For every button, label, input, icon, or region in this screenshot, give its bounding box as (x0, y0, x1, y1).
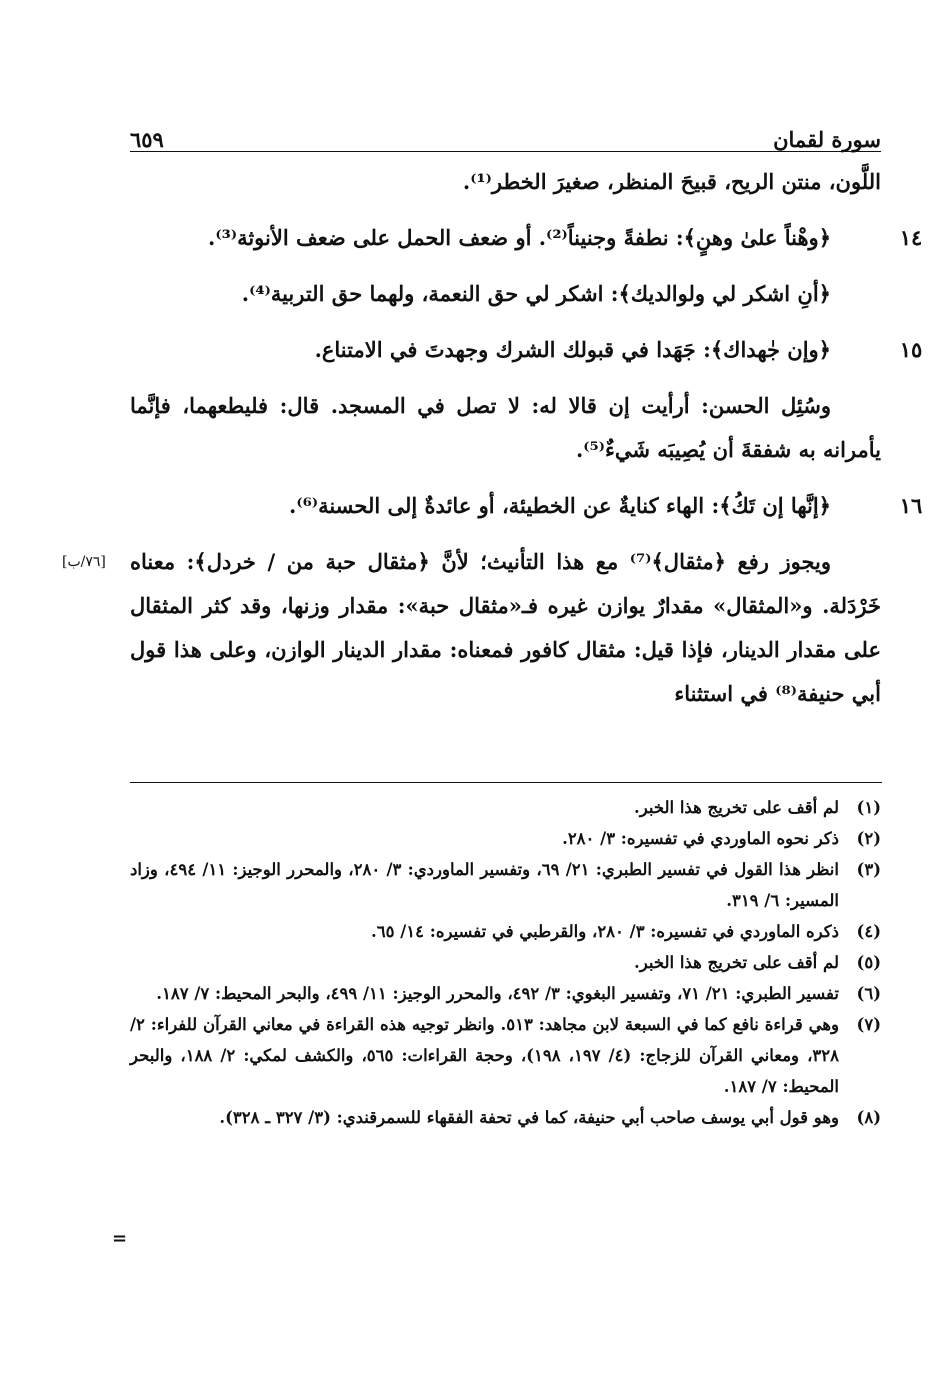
footnote (130, 978, 881, 1009)
footnote-text: ذكره الماوردي في تفسيره: ٣/ ٢٨٠، والقرطبي في تفسيره: ١٤/ ٦٥. (370, 922, 839, 941)
footnote-number: (٦) (856, 984, 881, 1003)
footnote-text: وهو قول أبي يوسف صاحب أبي حنيفة، كما في تحفة الفقهاء للسمرقندي: (٣/ ٣٢٧ ـ ٣٢٨). (219, 1108, 839, 1127)
verse-number: ١٤ (899, 225, 923, 250)
footnote-number: (٢) (856, 829, 881, 848)
footnote-rule (130, 782, 882, 783)
surah-title: سورة لقمان (773, 127, 881, 152)
footnote (130, 854, 881, 916)
paragraph-text: ﴿أنِ اشكر لي ولوالديك﴾: اشكر لي حق النعمة، ولهما حق التربية⁽⁴⁾. (241, 281, 831, 306)
paragraph (130, 272, 881, 316)
page-header (130, 112, 881, 152)
manuscript-folio-note: [٧٦/ب] (62, 554, 106, 570)
footnote (130, 947, 881, 978)
paragraph (130, 328, 923, 372)
header-rule (130, 151, 881, 152)
paragraph (130, 384, 881, 472)
footnote-text: تفسير الطبري: ٢١/ ٧١، وتفسير البغوي: ٣/ ٤٩٢، والمحرر الوجيز: ١١/ ٤٩٩، والبحر المحيط: ٧/ ١٨٧. (156, 984, 839, 1003)
paragraph-text: ويجوز رفع ﴿مثقال﴾⁽⁷⁾ مع هذا التأنيث؛ لأنَّ ﴿مثقال حبة من / خردل﴾: معناه خَرْدَلة. و«المثقال» مقدارٌ يوازن غيره فـ«مثقال حبة»: مقدار وزنها، وقد كثر المثقال على مقدار الدينار، فإذا قيل: مثقال كافور فمعناه: مقدار الدينار الوازن، وعلى هذا قول أبي حنيفة⁽⁸⁾ في استثناء (130, 549, 881, 706)
paragraph (130, 216, 923, 260)
footnote-text: لم أقف على تخريج هذا الخبر. (634, 798, 839, 817)
paragraph-text: ﴿وإن جٰهداك﴾: جَهَدا في قبولك الشرك وجهدتَ في الامتناع. (314, 337, 831, 362)
footnote-number: (٨) (856, 1108, 881, 1127)
footnote (130, 1102, 881, 1133)
paragraph (62, 540, 881, 716)
paragraph (130, 484, 923, 528)
paragraph-text: اللَّون، منتن الريح، قبيحَ المنظر، صغيرَ الخطر⁽¹⁾. (462, 169, 881, 194)
paragraph-text: ﴿وهْناً علىٰ وهنٍ﴾: نطفةً وجنيناً⁽²⁾. أو ضعف الحمل على ضعف الأنوثة⁽³⁾. (208, 225, 831, 250)
paragraph-text: وسُئِل الحسن: أرأيت إن قالا له: لا تصل في المسجد. قال: فليطعهما، فإنَّما يأمرانه به شفقةَ أن يُصِيبَه شَيءٌ⁽⁵⁾. (130, 393, 881, 462)
footnote-number: (٤) (856, 922, 881, 941)
paragraph-text: ﴿إنَّها إن تَكُ﴾: الهاء كنايةٌ عن الخطيئة، أو عائدةٌ إلى الحسنة⁽⁶⁾. (289, 493, 831, 518)
footnote-text: انظر هذا القول في تفسير الطبري: ٢١/ ٦٩، وتفسير الماوردي: ٣/ ٢٨٠، والمحرر الوجيز: ١١/ ٤٩٤، وزاد المسير: ٦/ ٣١٩. (130, 860, 839, 910)
margin-mark: = (112, 1228, 128, 1249)
footnote-text: وهي قراءة نافع كما في السبعة لابن مجاهد: ٥١٣. وانظر توجيه هذه القراءة في معاني القرآن للفراء: ٢/ ٣٢٨، ومعاني القرآن للزجاج: (٤/ ١٩٧، ١٩٨)، وحجة القراءات: ٥٦٥، والكشف لمكي: ٢/ ١٨٨، والبحر المحيط: ٧/ ١٨٧. (130, 1015, 839, 1096)
footnote (130, 1009, 881, 1102)
footnote-text: لم أقف على تخريج هذا الخبر. (634, 953, 839, 972)
verse-number: ١٥ (899, 337, 923, 362)
footnote-number: (٣) (856, 860, 881, 879)
main-text (62, 160, 923, 728)
footnote (130, 823, 881, 854)
footnote-text: ذكر نحوه الماوردي في تفسيره: ٣/ ٢٨٠. (562, 829, 839, 848)
footnote (130, 792, 881, 823)
page-number: ٦٥٩ (130, 127, 164, 152)
footnotes (130, 792, 881, 1133)
footnote-number: (٧) (856, 1015, 881, 1034)
verse-number: ١٦ (899, 493, 923, 518)
paragraph (130, 160, 881, 204)
footnote-number: (١) (856, 798, 881, 817)
footnote (130, 916, 881, 947)
footnote-number: (٥) (856, 953, 881, 972)
